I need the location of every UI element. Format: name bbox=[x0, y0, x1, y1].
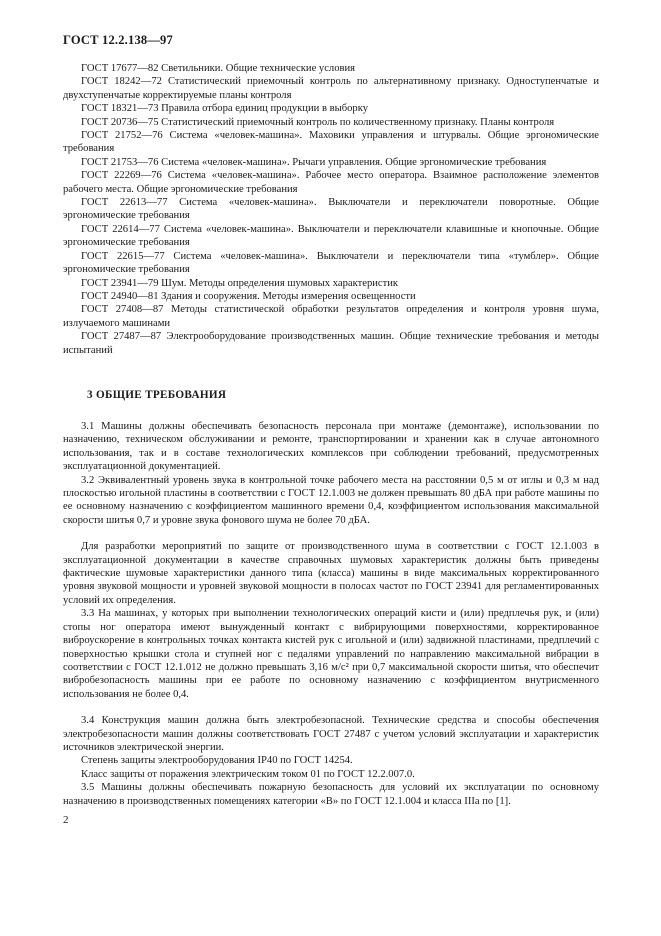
page-number: 2 bbox=[63, 814, 69, 826]
document-header: ГОСТ 12.2.138—97 bbox=[63, 33, 173, 47]
section-body bbox=[63, 420, 599, 808]
reference-item: ГОСТ 21752—76 Система «человек-машина». Маховики управления и штурвалы. Общие эргономические требования bbox=[63, 130, 599, 155]
reference-item: ГОСТ 22613—77 Система «человек-машина». Выключатели и переключатели поворотные. Общие эргономические требования bbox=[63, 197, 599, 222]
section-title: 3 ОБЩИЕ ТРЕБОВАНИЯ bbox=[87, 389, 227, 401]
reference-item: ГОСТ 20736—75 Статистический приемочный контроль по количественному признаку. Планы контроля bbox=[81, 116, 555, 128]
reference-item: ГОСТ 27408—87 Методы статистической обработки результатов определения и контроля уровня шума, излучаемого машинами bbox=[63, 304, 599, 329]
reference-item: ГОСТ 21753—76 Система «человек-машина». Рычаги управления. Общие эргономические требования bbox=[81, 156, 547, 168]
paragraph-3-1: 3.1 Машины должны обеспечивать безопасность персонала при монтаже (демонтаже), использовании по назначению, техническом обслуживании и ремонте, транспортировании и хранении как в случае автономного использования, так и в составе технологических комплексов при соблюдении требований, предусмотренных эксплуатационной документацией. bbox=[63, 421, 599, 473]
reference-item: ГОСТ 27487—87 Электрооборудование производственных машин. Общие технические требования и методы испытаний bbox=[63, 331, 599, 356]
reference-item: ГОСТ 22614—77 Система «человек-машина». Выключатели и переключатели клавишные и кнопочные. Общие эргономические требования bbox=[63, 223, 599, 249]
paragraph-protection-degree: Степень защиты электрооборудования IP40 по ГОСТ 14254. bbox=[81, 755, 353, 767]
reference-item: ГОСТ 22269—76 Система «человек-машина». Рабочее место оператора. Взаимное расположение элементов рабочего места. Общие эргономические требования bbox=[63, 170, 599, 195]
reference-item: ГОСТ 18321—73 Правила отбора единиц продукции в выборку bbox=[81, 103, 368, 115]
reference-item: ГОСТ 24940—81 Здания и сооружения. Методы измерения освещенности bbox=[81, 290, 416, 302]
reference-item: ГОСТ 17677—82 Светильники. Общие технические условия bbox=[81, 63, 356, 74]
reference-item: ГОСТ 18242—72 Статистический приемочный контроль по альтернативному признаку. Одноступенчатые и двухступенчатые корректируемые планы контроля bbox=[63, 76, 599, 101]
paragraph-3-2: 3.2 Эквивалентный уровень звука в контрольной точке рабочего места на расстоянии 0,5 м от иглы и 0,3 м над плоскостью игольной пластины в соответствии с ГОСТ 12.1.003 не должен превышать 80 дБА при работе машины по ее основному назначению с коэффициентом машинного времени 0,4, коэффициентом использования максимальной скорости шитья 0,7 и уровне звука фонового шума не более 70 дБА. bbox=[63, 474, 599, 526]
paragraph-noise-measures: Для разработки мероприятий по защите от производственного шума в соответствии с ГОСТ 12.1.003 в эксплуатационной документации в качестве справочных шумовых характеристик должны быть приведены фактические шумовые характеристики данного типа (класса) машины в виде максимальных корректированного уровня звуковой мощности и уровней звуковой мощности в полосах частот по ГОСТ 23941 для регламентированных условий их определения. bbox=[63, 541, 599, 606]
reference-item: ГОСТ 22615—77 Система «человек-машина». Выключатели и переключатели типа «тумблер». Общие эргономические требования bbox=[63, 250, 599, 276]
reference-list bbox=[63, 62, 599, 357]
reference-item: ГОСТ 23941—79 Шум. Методы определения шумовых характеристик bbox=[81, 277, 399, 289]
paragraph-protection-class: Класс защиты от поражения электрическим током 01 по ГОСТ 12.2.007.0. bbox=[81, 768, 415, 780]
paragraph-3-4: 3.4 Конструкция машин должна быть электробезопасной. Технические средства и способы обеспечения электробезопасности машин должны соответствовать ГОСТ 27487 с учетом условий эксплуатации и характеристик источников электрической энергии. bbox=[63, 715, 599, 753]
paragraph-3-3: 3.3 На машинах, у которых при выполнении технологических операций кисти и (или) предплечья рук, и (или) стопы ног оператора имеют вынужденный контакт с вибрирующими поверхностями, корректированное виброускорение в контрольных точках контакта кистей рук с игольной и (или) задвижной пластинами, предплечий с поверхностью крышки стола и ступней ног с педалями управлений по направлению максимальной вибрации в соответствии с ГОСТ 12.1.012 не должно превышать 3,16 м/с² при 0,7 максимальной скорости шитья, что обеспечит вибробезопасность машины при ее работе по основному назначению с коэффициентом внутрисменного использования не более 0,4. bbox=[63, 608, 599, 700]
paragraph-3-5: 3.5 Машины должны обеспечивать пожарную безопасность для условий их эксплуатации по основному назначению в производственных помещениях категории «В» по ГОСТ 12.1.004 и класса IIIа по [1]. bbox=[63, 782, 599, 807]
